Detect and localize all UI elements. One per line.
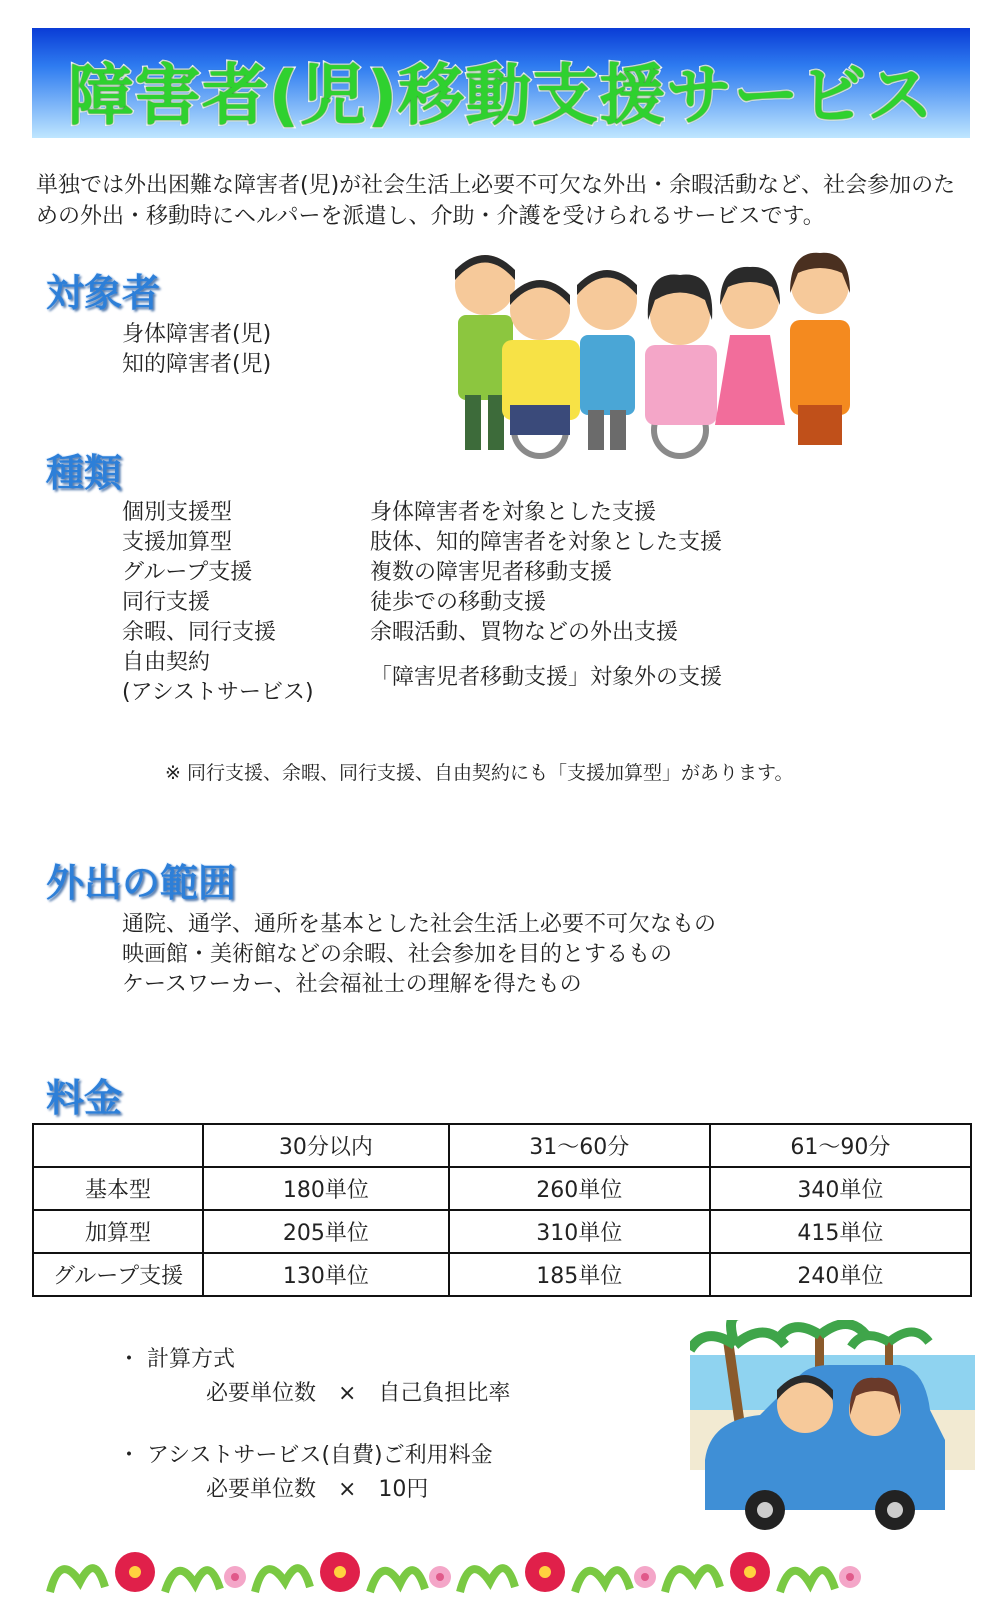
- scope-item: 映画館・美術館などの余暇、社会参加を目的とするもの: [122, 942, 673, 967]
- type-name: 同行支援: [122, 590, 211, 615]
- table-cell: 130単位: [203, 1253, 449, 1296]
- table-cell: 加算型: [33, 1210, 203, 1253]
- calc-bullet: ・ 計算方式: [118, 1347, 235, 1372]
- type-desc: 身体障害者を対象とした支援: [370, 500, 657, 525]
- type-desc: 「障害児者移動支援」対象外の支援: [370, 665, 723, 690]
- calc-bullet: ・ アシストサービス(自費)ご利用料金: [118, 1443, 493, 1468]
- calc-formula: 必要単位数 × 自己負担比率: [206, 1381, 511, 1406]
- title-banner: [32, 28, 970, 138]
- scope-heading: 外出の範囲: [46, 861, 237, 905]
- type-desc: 徒歩での移動支援: [370, 590, 547, 615]
- table-header-cell: 31～60分: [449, 1124, 710, 1167]
- table-cell: 340単位: [710, 1167, 971, 1210]
- table-header-cell: 61～90分: [710, 1124, 971, 1167]
- table-cell: 415単位: [710, 1210, 971, 1253]
- table-header-row: [33, 1124, 971, 1167]
- type-desc: 複数の障害児者移動支援: [370, 560, 613, 585]
- table-cell: 240単位: [710, 1253, 971, 1296]
- target-item: 身体障害者(児): [122, 322, 272, 347]
- types-note: ※ 同行支援、余暇、同行支援、自由契約にも「支援加算型」があります。: [165, 762, 794, 784]
- type-name-sub: (アシストサービス): [122, 680, 314, 705]
- people-with-wheelchairs-illustration: [440, 245, 880, 465]
- type-name: グループ支援: [122, 560, 253, 585]
- table-cell: 260単位: [449, 1167, 710, 1210]
- calc-formula: 必要単位数 × 10円: [206, 1477, 429, 1502]
- fees-heading: 料金: [46, 1076, 123, 1120]
- page-title: 障害者(児)移動支援サービス: [67, 57, 935, 134]
- table-cell: 205単位: [203, 1210, 449, 1253]
- car-with-palm-trees-illustration: [690, 1320, 975, 1535]
- table-row: [33, 1210, 971, 1253]
- scope-item: ケースワーカー、社会福祉士の理解を得たもの: [122, 972, 582, 997]
- table-cell: 基本型: [33, 1167, 203, 1210]
- table-row: [33, 1253, 971, 1296]
- target-heading: 対象者: [46, 271, 161, 315]
- type-name: 自由契約: [122, 650, 211, 675]
- type-desc: 余暇活動、買物などの外出支援: [370, 620, 679, 645]
- fee-table: [32, 1123, 972, 1297]
- intro-text: 単独では外出困難な障害者(児)が社会生活上必要不可欠な外出・余暇活動など、社会参加のための外出・移動時にヘルパーを派遣し、介助・介護を受けられるサービスです。: [36, 173, 956, 229]
- type-name: 個別支援型: [122, 500, 233, 525]
- tropical-flower-border-illustration: [40, 1542, 970, 1602]
- types-heading: 種類: [46, 451, 123, 495]
- type-desc: 肢体、知的障害者を対象とした支援: [370, 530, 723, 555]
- table-cell: 310単位: [449, 1210, 710, 1253]
- type-name: 支援加算型: [122, 530, 233, 555]
- table-cell: グループ支援: [33, 1253, 203, 1296]
- table-header-cell: [33, 1124, 203, 1167]
- scope-item: 通院、通学、通所を基本とした社会生活上必要不可欠なもの: [122, 912, 717, 937]
- table-cell: 185単位: [449, 1253, 710, 1296]
- target-item: 知的障害者(児): [122, 352, 272, 377]
- table-row: [33, 1167, 971, 1210]
- table-cell: 180単位: [203, 1167, 449, 1210]
- table-header-cell: 30分以内: [203, 1124, 449, 1167]
- type-name: 余暇、同行支援: [122, 620, 277, 645]
